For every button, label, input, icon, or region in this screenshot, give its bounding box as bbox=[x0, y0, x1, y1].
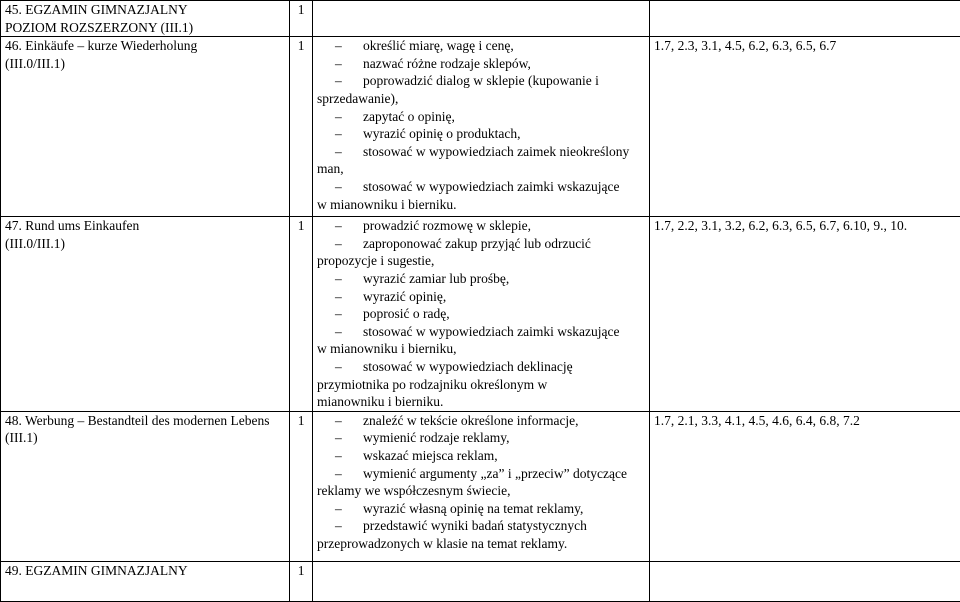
goals-list bbox=[317, 37, 645, 213]
list-item bbox=[317, 305, 645, 323]
goal-text: nazwać różne rodzaje sklepów, bbox=[363, 56, 531, 71]
goal-text: w mianowniku i bierniku. bbox=[317, 197, 456, 212]
dash-bullet: – bbox=[335, 37, 342, 55]
topic-line: (III.1) bbox=[5, 429, 285, 447]
standards-cell: 1.7, 2.2, 3.1, 3.2, 6.2, 6.3, 6.5, 6.7, 6.10, 9., 10. bbox=[649, 217, 960, 412]
hours-cell: 1 bbox=[290, 37, 313, 217]
list-item bbox=[317, 412, 645, 430]
topic-line: POZIOM ROZSZERZONY (III.1) bbox=[5, 19, 285, 37]
list-item bbox=[317, 517, 645, 535]
topic-line: (III.0/III.1) bbox=[5, 55, 285, 73]
list-item bbox=[317, 217, 645, 235]
standards-cell bbox=[649, 1, 960, 37]
goal-text: wymienić argumenty „za” i „przeciw” dotyczące bbox=[363, 466, 627, 481]
goals-cell bbox=[313, 1, 650, 37]
goal-text: przymiotnika po rodzajniku określonym w bbox=[317, 377, 547, 392]
topic-line: (III.0/III.1) bbox=[5, 235, 285, 253]
hours-cell: 1 bbox=[290, 411, 313, 561]
standards-cell: 1.7, 2.3, 3.1, 4.5, 6.2, 6.3, 6.5, 6.7 bbox=[649, 37, 960, 217]
goal-text: stosować w wypowiedziach zaimki wskazujące bbox=[363, 179, 619, 194]
list-item bbox=[317, 252, 645, 270]
list-item bbox=[317, 288, 645, 306]
dash-bullet: – bbox=[335, 217, 342, 235]
list-item bbox=[317, 429, 645, 447]
list-item bbox=[317, 160, 645, 178]
goal-text: wyrazić własną opinię na temat reklamy, bbox=[363, 501, 583, 516]
list-item bbox=[317, 482, 645, 500]
table-row bbox=[1, 411, 960, 561]
dash-bullet: – bbox=[335, 517, 342, 535]
goal-text: stosować w wypowiedziach deklinację bbox=[363, 359, 573, 374]
list-item bbox=[317, 90, 645, 108]
goal-text: zapytać o opinię, bbox=[363, 109, 455, 124]
list-item bbox=[317, 72, 645, 90]
dash-bullet: – bbox=[335, 178, 342, 196]
list-item bbox=[317, 108, 645, 126]
goal-text: poprowadzić dialog w sklepie (kupowanie i bbox=[363, 73, 599, 88]
list-item bbox=[317, 376, 645, 394]
goal-text: wymienić rodzaje reklamy, bbox=[363, 430, 509, 445]
goal-text: mianowniku i bierniku. bbox=[317, 394, 443, 409]
dash-bullet: – bbox=[335, 288, 342, 306]
goals-cell bbox=[313, 561, 650, 601]
goal-text: poprosić o radę, bbox=[363, 306, 450, 321]
list-item bbox=[317, 500, 645, 518]
list-item bbox=[317, 178, 645, 196]
table-row bbox=[1, 37, 960, 217]
goals-list bbox=[317, 412, 645, 553]
goal-text: man, bbox=[317, 161, 344, 176]
list-item bbox=[317, 55, 645, 73]
dash-bullet: – bbox=[335, 412, 342, 430]
table-row bbox=[1, 217, 960, 412]
goal-text: wyrazić opinię, bbox=[363, 289, 446, 304]
standards-cell: 1.7, 2.1, 3.3, 4.1, 4.5, 4.6, 6.4, 6.8, 7.2 bbox=[649, 411, 960, 561]
table-row bbox=[1, 1, 960, 37]
goal-text: propozycje i sugestie, bbox=[317, 253, 434, 268]
list-item bbox=[317, 358, 645, 376]
goal-text: określić miarę, wagę i cenę, bbox=[363, 38, 514, 53]
list-item bbox=[317, 125, 645, 143]
topic-cell bbox=[1, 1, 290, 37]
topic-line: 45. EGZAMIN GIMNAZJALNY bbox=[5, 1, 285, 19]
dash-bullet: – bbox=[335, 447, 342, 465]
dash-bullet: – bbox=[335, 323, 342, 341]
list-item bbox=[317, 235, 645, 253]
goals-cell bbox=[313, 411, 650, 561]
list-item bbox=[317, 37, 645, 55]
goal-text: wskazać miejsca reklam, bbox=[363, 448, 498, 463]
topic-line: 46. Einkäufe – kurze Wiederholung bbox=[5, 37, 285, 55]
goal-text: znaleźć w tekście określone informacje, bbox=[363, 413, 579, 428]
goal-text: stosować w wypowiedziach zaimki wskazujące bbox=[363, 324, 619, 339]
goal-text: prowadzić rozmowę w sklepie, bbox=[363, 218, 531, 233]
list-item bbox=[317, 323, 645, 341]
dash-bullet: – bbox=[335, 108, 342, 126]
dash-bullet: – bbox=[335, 55, 342, 73]
standards-cell bbox=[649, 561, 960, 601]
goal-text: zaproponować zakup przyjąć lub odrzucić bbox=[363, 236, 591, 251]
goal-text: przedstawić wyniki badań statystycznych bbox=[363, 518, 587, 533]
dash-bullet: – bbox=[335, 72, 342, 90]
dash-bullet: – bbox=[335, 500, 342, 518]
list-item bbox=[317, 535, 645, 553]
dash-bullet: – bbox=[335, 429, 342, 447]
topic-line: 47. Rund ums Einkaufen bbox=[5, 217, 285, 235]
dash-bullet: – bbox=[335, 125, 342, 143]
topic-line: 49. EGZAMIN GIMNAZJALNY bbox=[5, 562, 285, 580]
hours-cell: 1 bbox=[290, 1, 313, 37]
goal-text: przeprowadzonych w klasie na temat reklamy. bbox=[317, 536, 567, 551]
hours-cell: 1 bbox=[290, 217, 313, 412]
goals-cell bbox=[313, 217, 650, 412]
goals-cell bbox=[313, 37, 650, 217]
list-item bbox=[317, 196, 645, 214]
list-item bbox=[317, 393, 645, 411]
goal-text: reklamy we współczesnym świecie, bbox=[317, 483, 510, 498]
dash-bullet: – bbox=[335, 465, 342, 483]
hours-cell: 1 bbox=[290, 561, 313, 601]
list-item bbox=[317, 447, 645, 465]
topic-cell bbox=[1, 411, 290, 561]
dash-bullet: – bbox=[335, 143, 342, 161]
goal-text: wyrazić opinię o produktach, bbox=[363, 126, 520, 141]
goals-list bbox=[317, 217, 645, 411]
table-row bbox=[1, 561, 960, 601]
list-item bbox=[317, 340, 645, 358]
goal-text: sprzedawanie), bbox=[317, 91, 398, 106]
goal-text: wyrazić zamiar lub prośbę, bbox=[363, 271, 509, 286]
dash-bullet: – bbox=[335, 305, 342, 323]
dash-bullet: – bbox=[335, 235, 342, 253]
topic-line: 48. Werbung – Bestandteil des modernen Lebens bbox=[5, 412, 285, 430]
dash-bullet: – bbox=[335, 270, 342, 288]
dash-bullet: – bbox=[335, 358, 342, 376]
list-item bbox=[317, 465, 645, 483]
goal-text: stosować w wypowiedziach zaimek nieokreślony bbox=[363, 144, 629, 159]
list-item bbox=[317, 270, 645, 288]
goal-text: w mianowniku i bierniku, bbox=[317, 341, 456, 356]
topic-cell bbox=[1, 217, 290, 412]
topic-cell bbox=[1, 561, 290, 601]
list-item bbox=[317, 143, 645, 161]
topic-cell bbox=[1, 37, 290, 217]
